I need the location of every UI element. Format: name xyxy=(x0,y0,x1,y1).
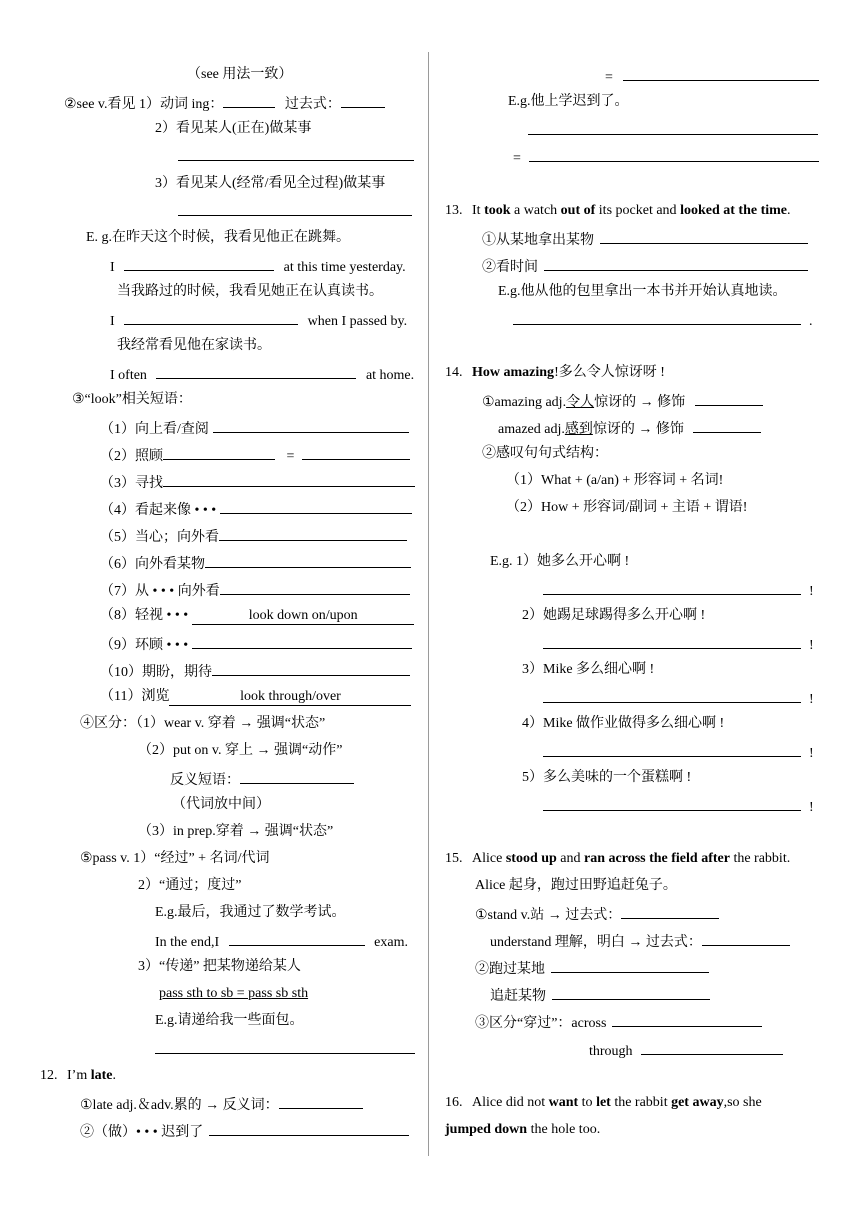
section-13-title: 13. It took a watch out of its pocket and looked at the time. xyxy=(445,203,791,218)
answer-line-row: ! xyxy=(543,634,814,655)
late-antonym: ①late adj.＆adv.累的 → 反义词： xyxy=(80,1094,363,1115)
key-phrase: want xyxy=(548,1095,579,1110)
answer-blank[interactable] xyxy=(229,931,365,946)
answer-blank[interactable] xyxy=(240,769,354,784)
sentence-text: and xyxy=(556,851,585,866)
through-line: through xyxy=(589,1040,783,1061)
pass-meaning: 3）“传递” 把某物递给某人 xyxy=(138,959,301,974)
answer-blank[interactable] xyxy=(209,1121,409,1136)
answer-blank[interactable] xyxy=(543,634,801,649)
answer-blank[interactable] xyxy=(124,310,298,325)
answer-blank[interactable] xyxy=(702,931,790,946)
understand-past: understand 理解，明白 → 过去式： xyxy=(490,931,790,952)
phrase-item: （8）轻视 • • • look down on/upon xyxy=(100,607,414,625)
section-16-sentence-cont xyxy=(445,1121,600,1139)
example-chinese: 我经常看见他在家读书。 xyxy=(117,338,271,353)
phrase-item: 追赶某物 xyxy=(490,985,710,1006)
key-phrase: ran across the field after xyxy=(584,851,730,866)
answer-blank[interactable] xyxy=(302,445,410,460)
phrase-item: （6）向外看某物 xyxy=(100,553,411,574)
answer-blank[interactable] xyxy=(695,391,763,406)
phrase-item: ②跑过某地 xyxy=(475,958,709,979)
example-heading: E.g.他从他的包里拿出一本书并开始认真地读。 xyxy=(498,284,787,299)
key-phrase: stood up xyxy=(505,851,557,866)
section-12-title: 12. I’m late. xyxy=(40,1068,116,1083)
answer-blank[interactable] xyxy=(279,1094,363,1109)
answer-blank[interactable] xyxy=(612,1012,762,1027)
answer-blank[interactable] xyxy=(621,904,719,919)
pronoun-note: （代词放中间） xyxy=(172,797,270,812)
see-do-label: 3）看见某人(经常/看见全过程)做某事 xyxy=(155,176,386,191)
section-16-sentence xyxy=(472,1095,762,1110)
amazing-line: ①amazing adj.令人惊讶的 → 修饰 xyxy=(482,391,763,412)
answer-blank[interactable] xyxy=(543,742,801,757)
pass-structure: pass sth to sb = pass sb sth xyxy=(159,986,309,1001)
across-line: ③区分“穿过”：across xyxy=(475,1012,762,1033)
answer-line-row: ! xyxy=(543,580,814,601)
example-item: 4）Mike 做作业做得多么细心啊 ! xyxy=(522,716,725,731)
sentence-text: It xyxy=(472,203,485,218)
example-item: 3）Mike 多么细心啊 ! xyxy=(522,662,655,677)
equals-line: = xyxy=(513,147,819,168)
filled-answer: look through/over xyxy=(169,689,411,706)
key-phrase: let xyxy=(596,1095,611,1110)
sentence-text: the rabbit. xyxy=(729,851,791,866)
see-doing-label: 2）看见某人(正在)做某事 xyxy=(155,121,312,136)
answer-blank[interactable] xyxy=(205,553,411,568)
answer-blank[interactable] xyxy=(600,229,808,244)
answer-blank[interactable] xyxy=(220,580,410,595)
distinguish-line: （3）in prep.穿着 → 强调“状态” xyxy=(138,824,334,839)
phrase-item: （7）从 • • • 向外看 xyxy=(100,580,410,601)
column-divider xyxy=(428,52,429,1156)
section-15-sentence xyxy=(472,851,790,866)
example-chinese: 当我路过的时候，我看见她正在认真读书。 xyxy=(117,284,383,299)
key-phrase: jumped down xyxy=(445,1122,528,1137)
answer-blank[interactable] xyxy=(641,1040,783,1055)
example-sentence: I at this time yesterday. xyxy=(110,256,406,277)
phrase-item: （3）寻找 xyxy=(100,472,415,493)
phrase-item: （2）照顾 = xyxy=(100,445,410,466)
key-phrase: out of xyxy=(560,203,596,218)
answer-blank[interactable] xyxy=(212,661,410,676)
answer-blank[interactable] xyxy=(156,364,356,379)
look-phrases-heading: ③“look”相关短语： xyxy=(72,392,192,407)
answer-line-row: . xyxy=(513,310,813,331)
answer-blank[interactable] xyxy=(220,499,412,514)
see-line: ②see v.看见 1）动词 ing： 过去式： xyxy=(64,93,385,114)
sentence-text: Alice xyxy=(472,851,506,866)
equals-line: = xyxy=(605,66,819,87)
answer-blank[interactable] xyxy=(219,526,407,541)
sentence-text: the rabbit xyxy=(610,1095,672,1110)
example-sentence: I often at home. xyxy=(110,364,414,385)
answer-line-row: ! xyxy=(543,688,814,709)
example-heading: E.g.最后，我通过了数学考试。 xyxy=(155,905,346,920)
answer-blank[interactable] xyxy=(529,147,819,162)
phrase-item: （11）浏览 look through/over xyxy=(100,688,411,706)
sentence-text: a watch xyxy=(510,203,561,218)
distinguish-line: ④区分：（1）wear v. 穿着 → 强调“状态” xyxy=(80,716,326,731)
pass-meaning: 2）“通过；度过” xyxy=(138,878,242,893)
structure-what: （1）What + (a/an) + 形容词 + 名词! xyxy=(506,473,724,488)
key-phrase: get away xyxy=(671,1095,724,1110)
answer-blank[interactable] xyxy=(192,634,412,649)
answer-blank[interactable] xyxy=(543,580,801,595)
section-14-title: 14. How amazing!多么令人惊讶呀 ! xyxy=(445,365,665,380)
phrase-item: ①从某地拿出某物 xyxy=(482,229,808,250)
pass-heading: ⑤pass v. 1）“经过” + 名词/代词 xyxy=(80,851,270,866)
answer-line-row: ! xyxy=(543,742,814,763)
answer-blank[interactable] xyxy=(552,985,710,1000)
phrase-item: ②看时间 xyxy=(482,256,808,277)
stand-past: ①stand v.站 → 过去式： xyxy=(475,904,719,925)
answer-blank[interactable] xyxy=(544,256,808,271)
section-16-title: 16. Alice did not want to let the rabbit get away,so she xyxy=(445,1095,762,1110)
example-item: E.g. 1）她多么开心啊 ! xyxy=(490,554,630,569)
answer-line[interactable] xyxy=(528,134,818,135)
example-heading: E.g.他上学迟到了。 xyxy=(508,94,629,109)
past-tense-blank[interactable] xyxy=(341,93,385,108)
answer-blank[interactable] xyxy=(551,958,709,973)
example-item: 5）多么美味的一个蛋糕啊 ! xyxy=(522,770,692,785)
key-phrase: looked at the time xyxy=(680,203,787,218)
example-heading: E.g.请递给我一些面包。 xyxy=(155,1013,304,1028)
translation: Alice 起身，跑过田野追赶兔子。 xyxy=(475,878,677,893)
sentence-text: the hole too. xyxy=(527,1122,601,1137)
key-phrase: took xyxy=(484,203,511,218)
answer-blank[interactable] xyxy=(124,256,274,271)
late-phrase: ②（做）• • • 迟到了 xyxy=(80,1121,409,1142)
amazed-line: amazed adj.感到惊讶的 → 修饰 xyxy=(498,418,761,439)
filled-answer: look down on/upon xyxy=(192,608,414,625)
answer-line[interactable] xyxy=(178,215,412,216)
answer-blank[interactable] xyxy=(163,445,275,460)
answer-line[interactable] xyxy=(155,1053,415,1054)
example-sentence: I when I passed by. xyxy=(110,310,407,331)
phrase-item: （1）向上看/查阅 xyxy=(100,418,409,439)
phrase-item: （5）当心；向外看 xyxy=(100,526,407,547)
answer-blank[interactable] xyxy=(543,796,801,811)
sentence-text: . xyxy=(787,203,791,218)
answer-blank[interactable] xyxy=(213,418,409,433)
answer-blank[interactable] xyxy=(513,310,801,325)
exclamation-structure-heading: ②感叹句句式结构： xyxy=(482,446,608,461)
answer-blank[interactable] xyxy=(163,472,415,487)
answer-line-row: ! xyxy=(543,796,814,817)
section-15-title: 15. Alice stood up and ran across the field after the rabbit. xyxy=(445,851,791,866)
answer-blank[interactable] xyxy=(623,66,819,81)
distinguish-line: （2）put on v. 穿上 → 强调“动作” xyxy=(138,743,343,758)
sentence-text: to xyxy=(578,1095,597,1110)
answer-line[interactable] xyxy=(178,160,414,161)
sentence-text: Alice did not xyxy=(472,1095,549,1110)
sentence-text: ,so she xyxy=(723,1095,762,1110)
answer-blank[interactable] xyxy=(693,418,761,433)
antonym-phrase: 反义短语： xyxy=(170,769,354,790)
section-13-sentence xyxy=(472,203,791,218)
phrase-item: （10）期盼，期待 xyxy=(100,661,410,682)
answer-blank[interactable] xyxy=(543,688,801,703)
sentence-text: its pocket and xyxy=(595,203,681,218)
example-item: 2）她踢足球踢得多么开心啊 ! xyxy=(522,608,706,623)
see-usage-note: （see 用法一致） xyxy=(187,67,293,82)
example-sentence: In the end,I exam. xyxy=(155,931,408,952)
structure-how: （2）How + 形容词/副词 + 主语 + 谓语! xyxy=(506,500,748,515)
phrase-item: （9）环顾 • • • xyxy=(100,634,412,655)
example-heading: E. g.在昨天这个时候，我看见他正在跳舞。 xyxy=(86,230,351,245)
phrase-item: （4）看起来像 • • • xyxy=(100,499,412,520)
ing-blank[interactable] xyxy=(223,93,275,108)
